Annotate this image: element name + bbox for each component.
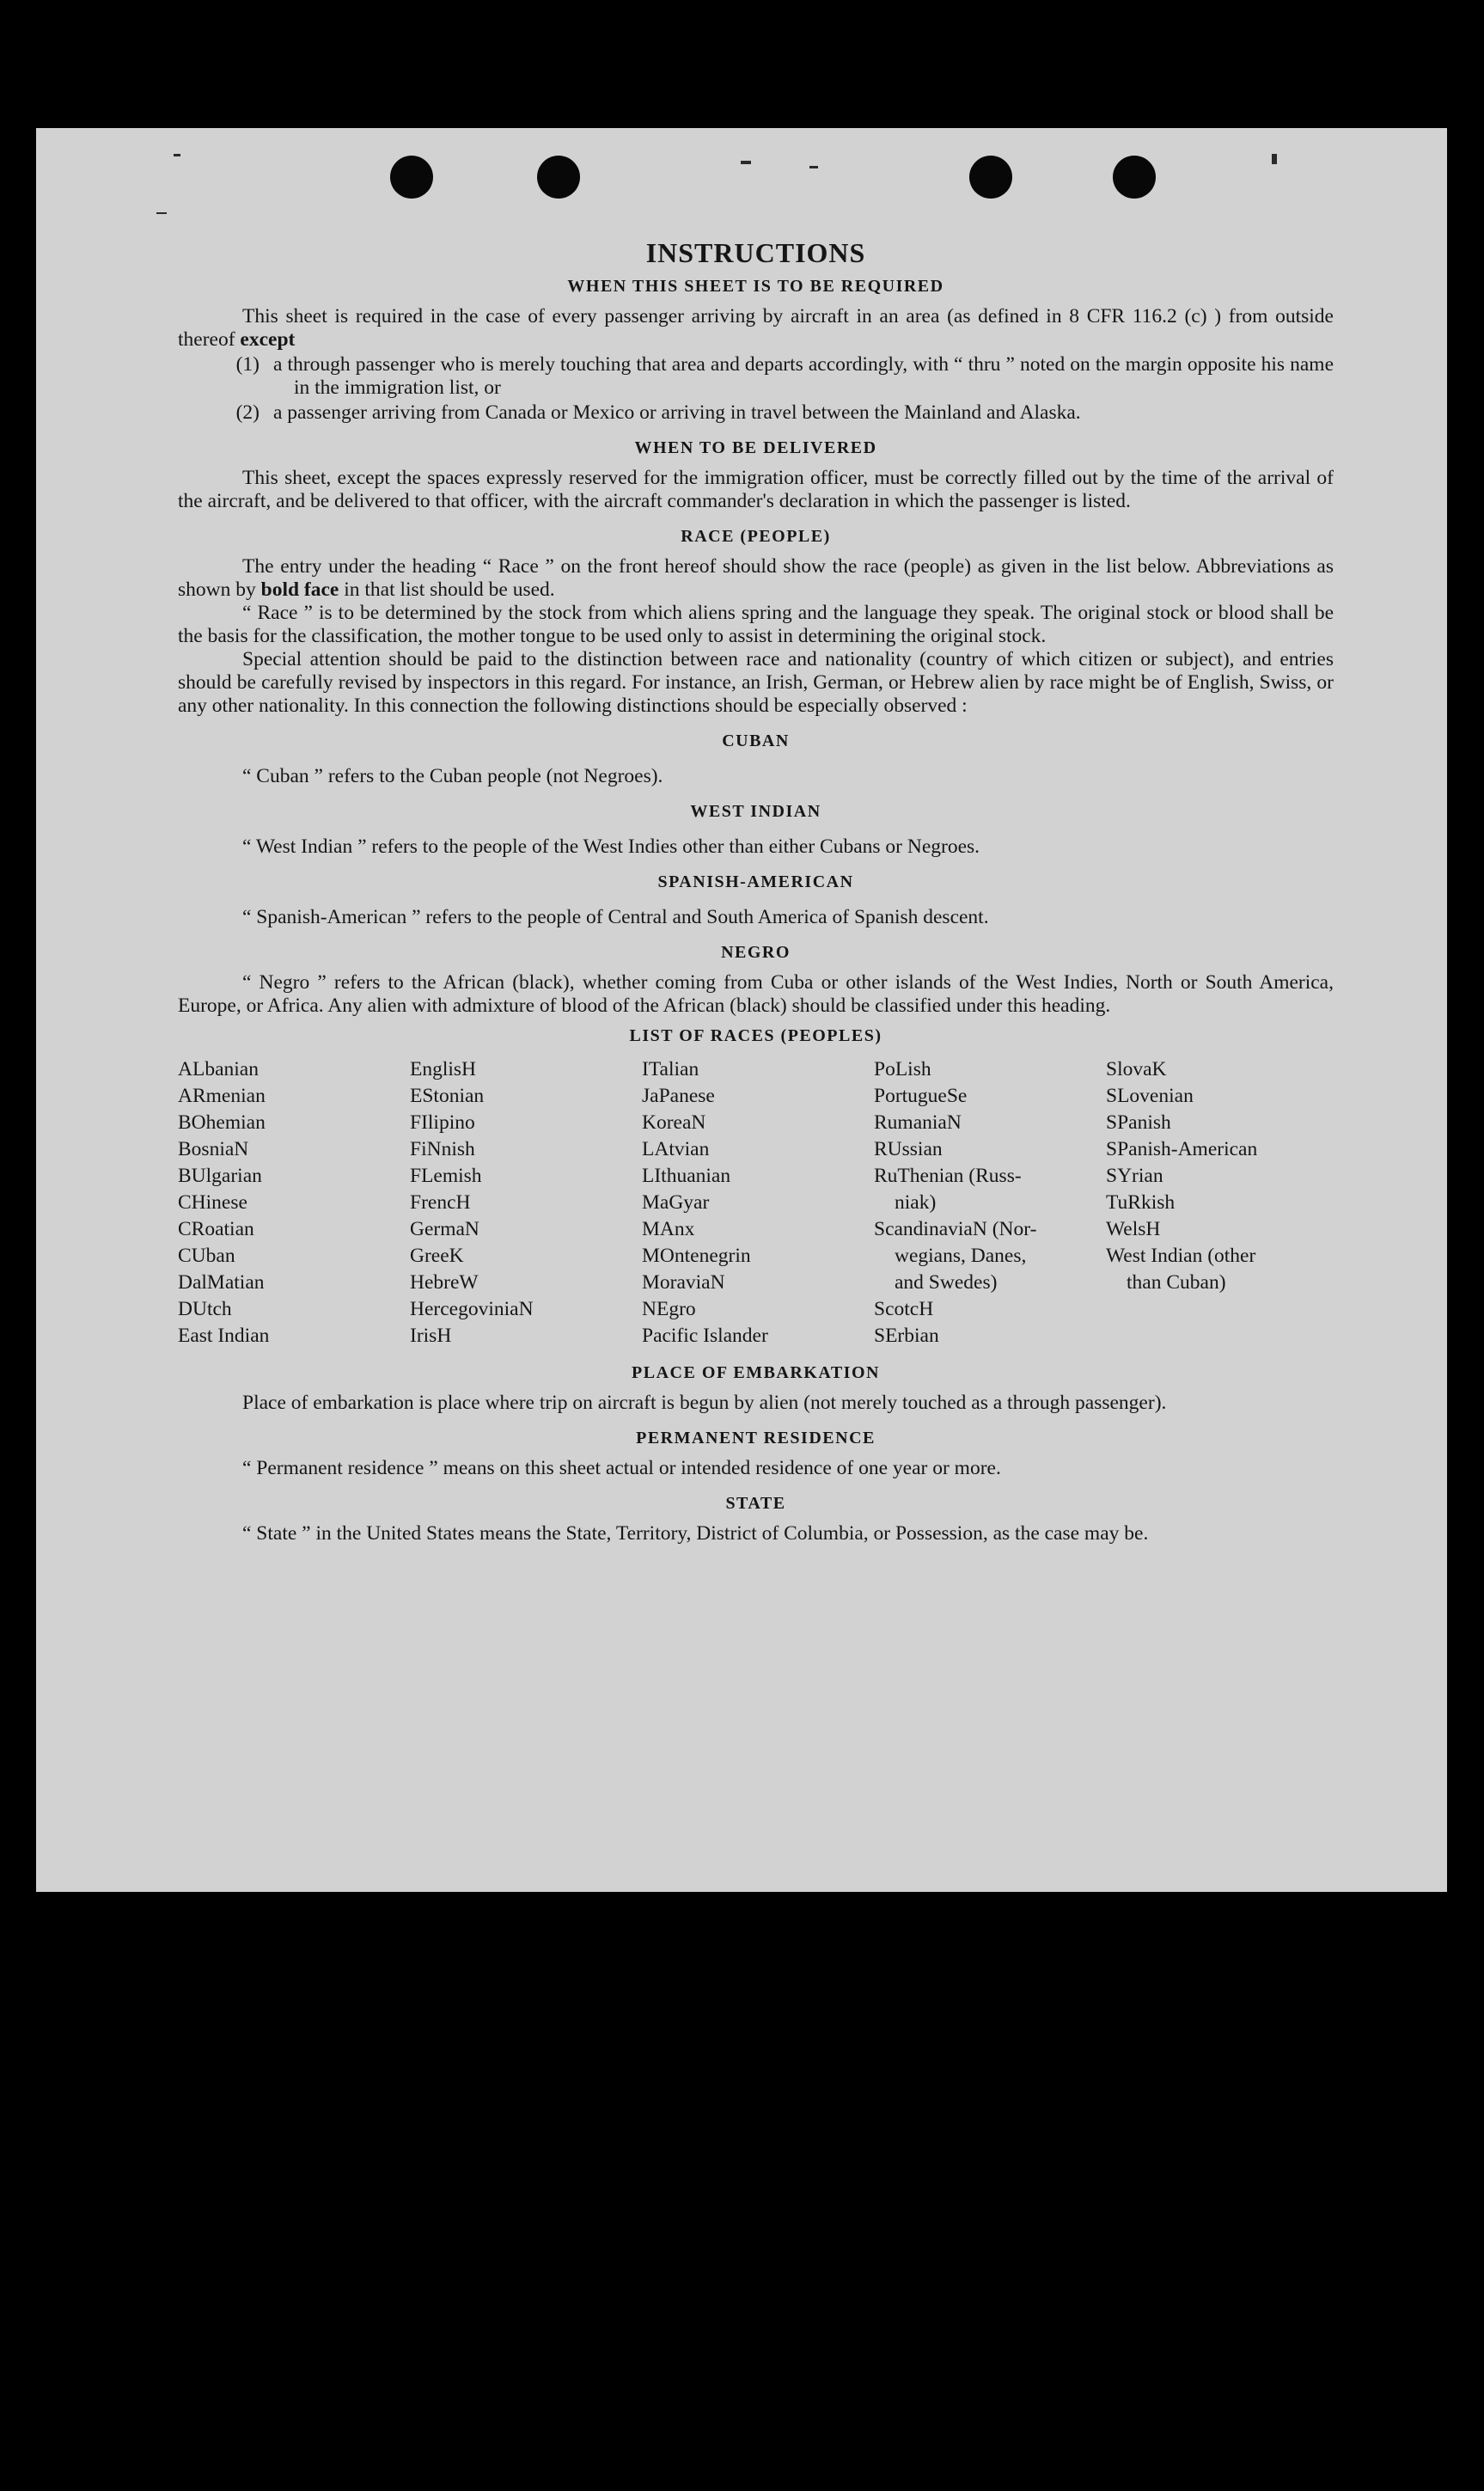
race-entry: JaPanese — [642, 1085, 715, 1107]
speck — [156, 212, 167, 214]
race-entry: ARmenian — [178, 1085, 266, 1107]
speck — [809, 166, 818, 168]
residence-text: “ Permanent residence ” means on this sheet actual or intended residence of one year or more. — [242, 1457, 1001, 1479]
race-entry: West Indian (other — [1106, 1245, 1256, 1267]
item-text: a through passenger who is merely touching that area and departs accordingly, with “ thru ” noted on the margin opposite his name in the immigration list, or — [273, 353, 1334, 399]
race-paragraph-1 — [178, 555, 1334, 602]
race-entry: MoraviaN — [642, 1271, 725, 1294]
race-entry: SPanish — [1106, 1111, 1171, 1134]
required-intro-bold: except — [240, 328, 296, 351]
page-title: INSTRUCTIONS — [645, 237, 866, 268]
race-entry: BosniaN — [178, 1138, 249, 1160]
race-entry: BOhemian — [178, 1111, 266, 1134]
cuban-text: “ Cuban ” refers to the Cuban people (not Negroes). — [242, 765, 663, 787]
race-entry: PoLish — [874, 1058, 931, 1080]
item-number: (1) — [235, 353, 260, 376]
race-entry: FrencH — [410, 1191, 471, 1214]
punch-hole — [537, 156, 580, 199]
punch-hole — [1113, 156, 1156, 199]
race-entry: ScandinaviaN (Nor- — [874, 1218, 1037, 1240]
race-entry: KoreaN — [642, 1111, 706, 1134]
section-heading-delivered: WHEN TO BE DELIVERED — [634, 438, 877, 457]
race-entry: MAnx — [642, 1218, 695, 1240]
race-entry: East Indian — [178, 1325, 270, 1347]
embarkation-text: Place of embarkation is place where trip on aircraft is begun by alien (not merely touched as a through passenger). — [242, 1392, 1167, 1414]
section-heading-races: LIST OF RACES (PEOPLES) — [629, 1026, 882, 1045]
section-heading-required: WHEN THIS SHEET IS TO BE REQUIRED — [567, 277, 944, 296]
race-entry: than Cuban) — [1127, 1271, 1226, 1294]
race-entry: TuRkish — [1106, 1191, 1176, 1214]
section-heading-residence: PERMANENT RESIDENCE — [636, 1429, 876, 1447]
race-p1-after: in that list should be used. — [344, 578, 555, 601]
race-entry: Pacific Islander — [642, 1325, 768, 1347]
race-entry: ScotcH — [874, 1298, 934, 1320]
race-entry: CRoatian — [178, 1218, 254, 1240]
race-entry: HercegoviniaN — [410, 1298, 534, 1320]
race-entry: GreeK — [410, 1245, 464, 1267]
race-entry: LIthuanian — [642, 1165, 731, 1187]
list-item — [178, 353, 1334, 400]
race-entry: and Swedes) — [895, 1271, 998, 1294]
race-entry: DalMatian — [178, 1271, 265, 1294]
race-entry: WelsH — [1106, 1218, 1161, 1240]
spanish-american-text: “ Spanish-American ” refers to the people of Central and South America of Spanish descent. — [242, 906, 989, 928]
race-entry: NEgro — [642, 1298, 696, 1320]
race-p1-before: The entry under the heading “ Race ” on the front hereof should show the race (people) as given in the list below. Abbreviations as shown by — [178, 555, 1334, 601]
races-column — [642, 1056, 874, 1350]
race-p1-bold: bold face — [260, 578, 339, 601]
race-entry: wegians, Danes, — [895, 1245, 1027, 1267]
section-heading-embarkation: PLACE OF EMBARKATION — [632, 1363, 880, 1382]
races-column — [410, 1056, 642, 1350]
race-entry: SYrian — [1106, 1165, 1163, 1187]
section-heading-state: STATE — [725, 1494, 786, 1513]
race-entry: ALbanian — [178, 1058, 259, 1080]
race-entry: DUtch — [178, 1298, 232, 1320]
race-entry: RumaniaN — [874, 1111, 962, 1134]
required-intro-text: This sheet is required in the case of every passenger arriving by aircraft in an area (as defined in 8 CFR 116.2 (c) ) from outside thereof — [178, 305, 1334, 351]
race-entry: ITalian — [642, 1058, 699, 1080]
races-list — [178, 1056, 1334, 1350]
speck — [174, 154, 180, 156]
race-entry: RUssian — [874, 1138, 943, 1160]
race-entry: LAtvian — [642, 1138, 710, 1160]
delivered-text: This sheet, except the spaces expressly reserved for the immigration officer, must be correctly filled out by the time of the arrival of the aircraft, and be delivered to that officer, with the aircraft commander's declaration in which the passenger is listed. — [178, 467, 1334, 512]
races-column — [874, 1056, 1106, 1350]
list-item — [178, 401, 1334, 425]
required-intro — [178, 305, 1334, 352]
section-heading-west-indian: WEST INDIAN — [690, 802, 821, 821]
races-column — [178, 1056, 410, 1350]
race-entry: SLovenian — [1106, 1085, 1194, 1107]
document-sheet — [36, 128, 1447, 1892]
race-entry: SlovaK — [1106, 1058, 1167, 1080]
race-entry: FIlipino — [410, 1111, 475, 1134]
race-entry: MOntenegrin — [642, 1245, 751, 1267]
section-heading-spanish-american: SPANISH-AMERICAN — [657, 872, 854, 891]
speck — [1272, 154, 1277, 164]
instructions-content — [178, 236, 1334, 1545]
race-entry: GermaN — [410, 1218, 479, 1240]
race-entry: niak) — [895, 1191, 937, 1214]
race-entry: IrisH — [410, 1325, 452, 1347]
race-paragraph-2: “ Race ” is to be determined by the stock from which aliens spring and the language they speak. The original stock or blood shall be the basis for the classification, the mother tongue to be used only to assist in determining the original stock. — [178, 602, 1334, 647]
punch-hole — [390, 156, 433, 199]
race-entry: FiNnish — [410, 1138, 475, 1160]
section-heading-race: RACE (PEOPLE) — [681, 527, 831, 546]
item-number: (2) — [235, 401, 260, 424]
race-entry: RuThenian (Russ- — [874, 1165, 1022, 1187]
race-entry: BUlgarian — [178, 1165, 262, 1187]
race-entry: EStonian — [410, 1085, 485, 1107]
race-entry: SPanish-American — [1106, 1138, 1258, 1160]
race-entry: CUban — [178, 1245, 235, 1267]
west-indian-text: “ West Indian ” refers to the people of the West Indies other than either Cubans or Negroes. — [242, 835, 980, 858]
race-entry: MaGyar — [642, 1191, 710, 1214]
races-column — [1106, 1056, 1334, 1350]
punch-hole — [969, 156, 1012, 199]
race-entry: PortugueSe — [874, 1085, 968, 1107]
race-entry: EnglisH — [410, 1058, 477, 1080]
race-paragraph-3: Special attention should be paid to the distinction between race and nationality (country of which citizen or subject), and entries should be carefully revised by inspectors in this regard. For instance, an Irish, German, or Hebrew alien by race might be of English, Swiss, or any other nationality. In this connection the following distinctions should be especially observed : — [178, 648, 1334, 717]
section-heading-negro: NEGRO — [721, 943, 791, 962]
race-entry: FLemish — [410, 1165, 482, 1187]
state-text: “ State ” in the United States means the State, Territory, District of Columbia, or Possession, as the case may be. — [242, 1522, 1149, 1545]
item-text: a passenger arriving from Canada or Mexico or arriving in travel between the Mainland and Alaska. — [273, 401, 1081, 424]
section-heading-cuban: CUBAN — [722, 731, 790, 750]
negro-text: “ Negro ” refers to the African (black), whether coming from Cuba or other islands of the West Indies, North or South America, Europe, or Africa. Any alien with admixture of blood of the African (black) should be classified under this heading. — [178, 971, 1334, 1017]
speck — [741, 161, 751, 164]
race-entry: SErbian — [874, 1325, 939, 1347]
race-entry: CHinese — [178, 1191, 247, 1214]
race-entry: HebreW — [410, 1271, 479, 1294]
